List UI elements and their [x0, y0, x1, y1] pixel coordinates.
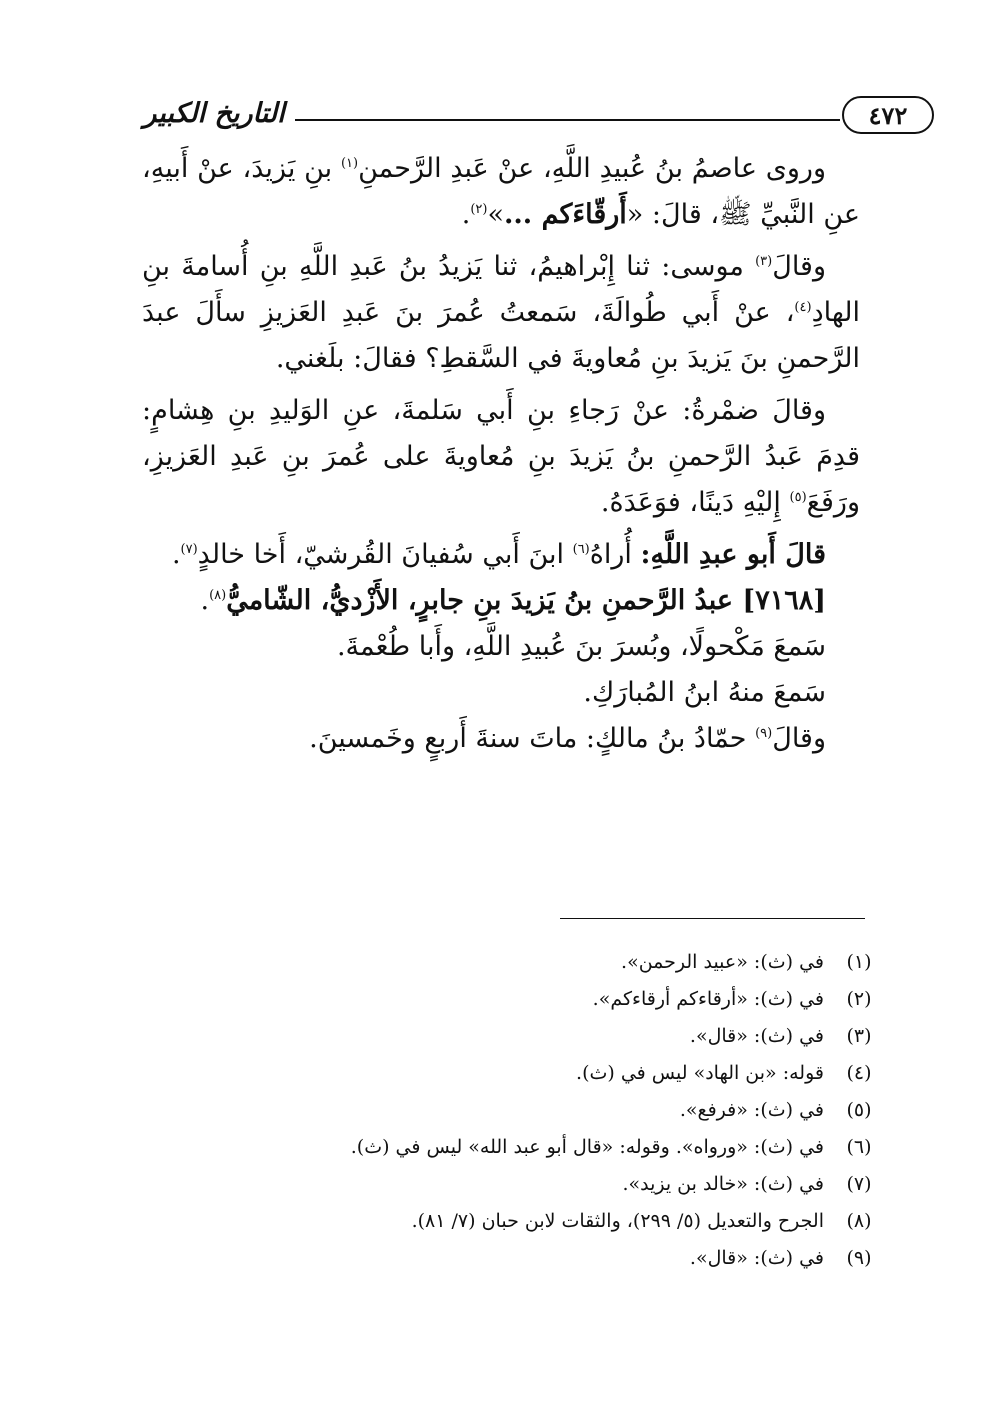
text-span: وروى عاصمُ بنُ عُبيدِ اللَّهِ، عنْ عَبدِ الرَّحمنِ [358, 153, 826, 184]
text-span: إِليْهِ دَينًا، فوَعَدَهُ. [600, 487, 790, 518]
text-span: وقالَ [772, 723, 826, 754]
entry-title: [٧١٦٨] عبدُ الرَّحمنِ بنُ يَزيدَ بنِ جابرٍ، الأَزْديُّ، الشّاميُّ [226, 585, 826, 616]
footnote-text: في (ث): «عبيد الرحمن». [621, 951, 824, 973]
footnote-number: (٦) [846, 1136, 872, 1158]
text-span: وقالَ [772, 251, 826, 282]
footnote-text: في (ث): «قال». [689, 1247, 824, 1269]
text-span: بنِ يَزيدَ، عنْ أَبيهِ، عنِ النَّبيِّ ﷺ، قالَ: « [142, 153, 860, 230]
paragraph-1 [142, 146, 860, 238]
footnotes [300, 944, 880, 1277]
footnote-item [300, 1092, 880, 1129]
footnote-ref-9[interactable]: (٩) [755, 726, 773, 741]
text-span: وقالَ ضمْرةُ: عنْ رَجاءِ بنِ أَبي سَلمةَ، عنِ الوَليدِ بنِ هِشامٍ: قدِمَ عَبدُ الرَّحمنِ بنُ يَزيدَ بنِ مُعاويةَ على عُمرَ بنِ عَبدِ العَزيزِ، ورَفَعَ [142, 395, 860, 518]
text-span: ابنَ أَبي سُفيانَ القُرشيّ، أَخا خالدٍ [197, 539, 573, 570]
page-number: ٤٧٢ [868, 100, 908, 130]
paragraph-8 [142, 716, 860, 762]
footnote-ref-4[interactable]: (٤) [794, 300, 812, 315]
footnote-ref-2[interactable]: (٢) [470, 202, 488, 217]
footnote-ref-7[interactable]: (٧) [180, 542, 198, 557]
footnote-item [300, 1166, 880, 1203]
footnote-number: (٤) [846, 1062, 872, 1084]
entry-heading [142, 578, 860, 624]
footnote-item [300, 1055, 880, 1092]
footnote-ref-5[interactable]: (٥) [789, 490, 807, 505]
text-span: . [171, 539, 181, 570]
footnote-number: (٣) [846, 1025, 872, 1047]
footnote-text: في (ث): «خالد بن يزيد». [622, 1173, 824, 1195]
footnote-item [300, 981, 880, 1018]
footnote-number: (٢) [846, 988, 872, 1010]
footnote-item [300, 1129, 880, 1166]
author-comment-label: قالَ أَبو عبدِ اللَّهِ: [640, 539, 826, 570]
footnote-number: (٥) [846, 1099, 872, 1121]
paragraph-7: سَمعَ منهُ ابنُ المُبارَكِ. [583, 677, 826, 708]
footnote-ref-8[interactable]: (٨) [209, 588, 227, 603]
footnote-text: الجرح والتعديل (٥/ ٢٩٩)، والثقات لابن حبان (٧/ ٨١). [411, 1210, 824, 1232]
footnote-separator [560, 918, 865, 919]
running-title: التاريخ الكبير [143, 98, 285, 129]
header-rule [295, 119, 840, 121]
paragraph-3 [142, 388, 860, 526]
text-span: أُراهُ [589, 539, 641, 570]
footnote-text: في (ث): «فرفع». [679, 1099, 824, 1121]
footnote-item [300, 1018, 880, 1055]
paragraph-6: سَمعَ مَكْحولًا، وبُسرَ بنَ عُبيدِ اللَّهِ، وأَبا طُعْمةَ. [336, 631, 826, 662]
paragraph-2 [142, 244, 860, 382]
footnote-item [300, 1203, 880, 1240]
text-span: موسى: ثنا إِبْراهيمُ، ثنا يَزيدُ بنُ عَبدِ اللَّهِ بنِ أُسامةَ بنِ الهادِ [142, 251, 860, 328]
footnote-ref-1[interactable]: (١) [340, 156, 359, 171]
footnote-text: في (ث): «ورواه». وقوله: «قال أبو عبد الله» ليس في (ث). [350, 1136, 824, 1158]
text-span: ، عنْ أَبي طُوالَةَ، سَمعتُ عُمرَ بنَ عَبدِ العَزيزِ سأَلَ عبدَ الرَّحمنِ بنَ يَزيدَ بنِ مُعاويةَ في السَّقطِ؟ فقالَ: بلَغني. [142, 297, 860, 374]
footnote-item [300, 1240, 880, 1277]
footnote-text: في (ث): «أرقاءكم أرقاءكم». [592, 988, 824, 1010]
footnote-text: قوله: «بن الهاد» ليس في (ث). [576, 1062, 824, 1084]
footnote-item [300, 944, 880, 981]
page-header [120, 96, 908, 136]
text-span: . [461, 199, 471, 230]
footnote-text: في (ث): «قال». [689, 1025, 824, 1047]
footnote-ref-6[interactable]: (٦) [572, 542, 590, 557]
footnote-ref-3[interactable]: (٣) [755, 254, 773, 269]
footnote-number: (١) [846, 951, 872, 973]
footnote-number: (٧) [846, 1173, 872, 1195]
main-text [142, 146, 860, 762]
footnote-number: (٩) [846, 1247, 872, 1269]
text-span: حمّادُ بنُ مالكٍ: ماتَ سنةَ أَربعٍ وخَمسينَ. [309, 723, 756, 754]
page-number-badge [842, 96, 934, 134]
text-span: » [487, 199, 504, 230]
paragraph-4 [142, 532, 860, 578]
quoted-hadith: أَرقّاءَكم ... [503, 199, 627, 230]
footnote-number: (٨) [846, 1210, 872, 1232]
text-span: . [200, 585, 210, 616]
